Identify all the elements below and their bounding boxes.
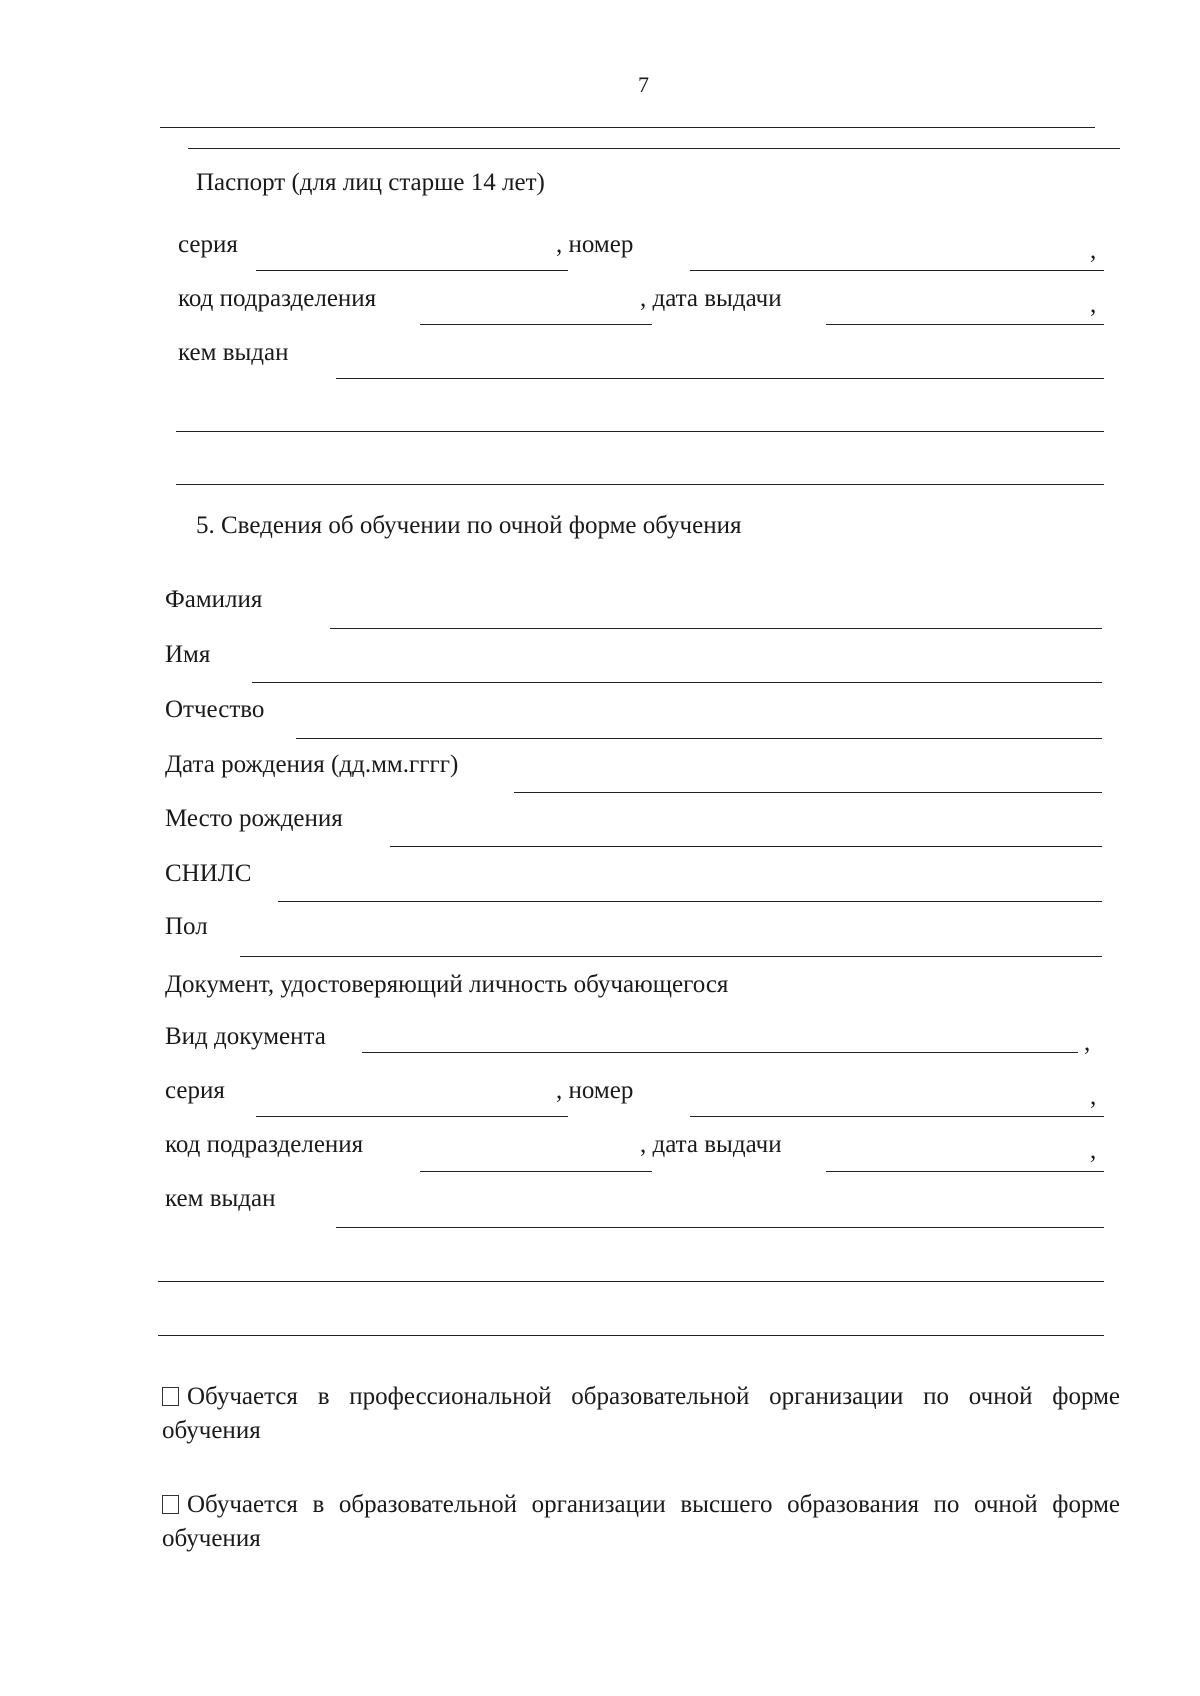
passport-issued-by-label: кем выдан <box>178 339 289 366</box>
doc-issued-by-line-3[interactable] <box>158 1335 1104 1336</box>
doc-type-comma: , <box>1084 1029 1091 1056</box>
passport-comma-1: , <box>1090 237 1097 264</box>
top-rule-2 <box>188 148 1120 149</box>
birth-place-label: Место рождения <box>165 805 343 832</box>
birth-date-field[interactable] <box>514 792 1102 793</box>
doc-issue-date-field[interactable] <box>826 1171 1104 1172</box>
doc-issued-by-line-2[interactable] <box>158 1281 1104 1282</box>
checkbox-option-2[interactable] <box>162 1488 1120 1556</box>
passport-code-field[interactable] <box>420 324 652 325</box>
doc-code-label: код подразделения <box>165 1131 364 1158</box>
doc-issued-by-field[interactable] <box>336 1227 1104 1228</box>
doc-series-field[interactable] <box>256 1116 568 1117</box>
passport-code-label: код подразделения <box>178 285 377 312</box>
checkbox-icon[interactable] <box>162 1387 179 1406</box>
passport-number-label: , номер <box>556 231 634 258</box>
sex-field[interactable] <box>240 956 1102 957</box>
checkbox-label-1: Обучается в профессиональной образовательной организации по очной форме обучения <box>162 1383 1120 1444</box>
birth-date-label: Дата рождения (дд.мм.гггг) <box>165 751 459 778</box>
doc-type-label: Вид документа <box>165 1023 326 1050</box>
name-label: Имя <box>165 641 211 668</box>
checkbox-option-1[interactable] <box>162 1380 1120 1448</box>
doc-number-label: , номер <box>556 1077 634 1104</box>
doc-number-field[interactable] <box>690 1116 1104 1117</box>
doc-issued-by-label: кем выдан <box>165 1185 276 1212</box>
surname-label: Фамилия <box>165 586 263 613</box>
passport-series-field[interactable] <box>256 270 568 271</box>
doc-comma-1: , <box>1090 1083 1097 1110</box>
checkbox-label-2: Обучается в образовательной организации высшего образования по очной форме обучения <box>162 1491 1120 1552</box>
passport-issue-date-label: , дата выдачи <box>640 285 782 312</box>
snils-label: СНИЛС <box>165 860 252 887</box>
doc-comma-2: , <box>1090 1137 1097 1164</box>
snils-field[interactable] <box>278 901 1102 902</box>
passport-number-field[interactable] <box>690 270 1104 271</box>
patronymic-label: Отчество <box>165 696 265 723</box>
doc-series-label: серия <box>165 1077 225 1104</box>
passport-heading: Паспорт (для лиц старше 14 лет) <box>196 169 545 196</box>
doc-code-field[interactable] <box>420 1171 652 1172</box>
page-number: 7 <box>638 72 649 97</box>
passport-issued-by-field[interactable] <box>336 378 1104 379</box>
surname-field[interactable] <box>330 628 1102 629</box>
checkbox-icon[interactable] <box>162 1495 179 1514</box>
birth-place-field[interactable] <box>390 846 1102 847</box>
passport-comma-2: , <box>1090 291 1097 318</box>
sex-label: Пол <box>165 913 208 940</box>
section-5-heading: 5. Сведения об обучении по очной форме обучения <box>196 512 742 539</box>
passport-series-label: серия <box>178 231 238 258</box>
passport-issue-date-field[interactable] <box>826 324 1104 325</box>
doc-issue-date-label: , дата выдачи <box>640 1131 782 1158</box>
id-document-heading: Документ, удостоверяющий личность обучающегося <box>165 971 729 998</box>
passport-issued-by-line-2[interactable] <box>176 431 1104 432</box>
top-rule-1 <box>160 127 1095 128</box>
passport-issued-by-line-3[interactable] <box>176 484 1104 485</box>
doc-type-field[interactable] <box>362 1052 1078 1053</box>
patronymic-field[interactable] <box>296 738 1102 739</box>
name-field[interactable] <box>252 682 1102 683</box>
